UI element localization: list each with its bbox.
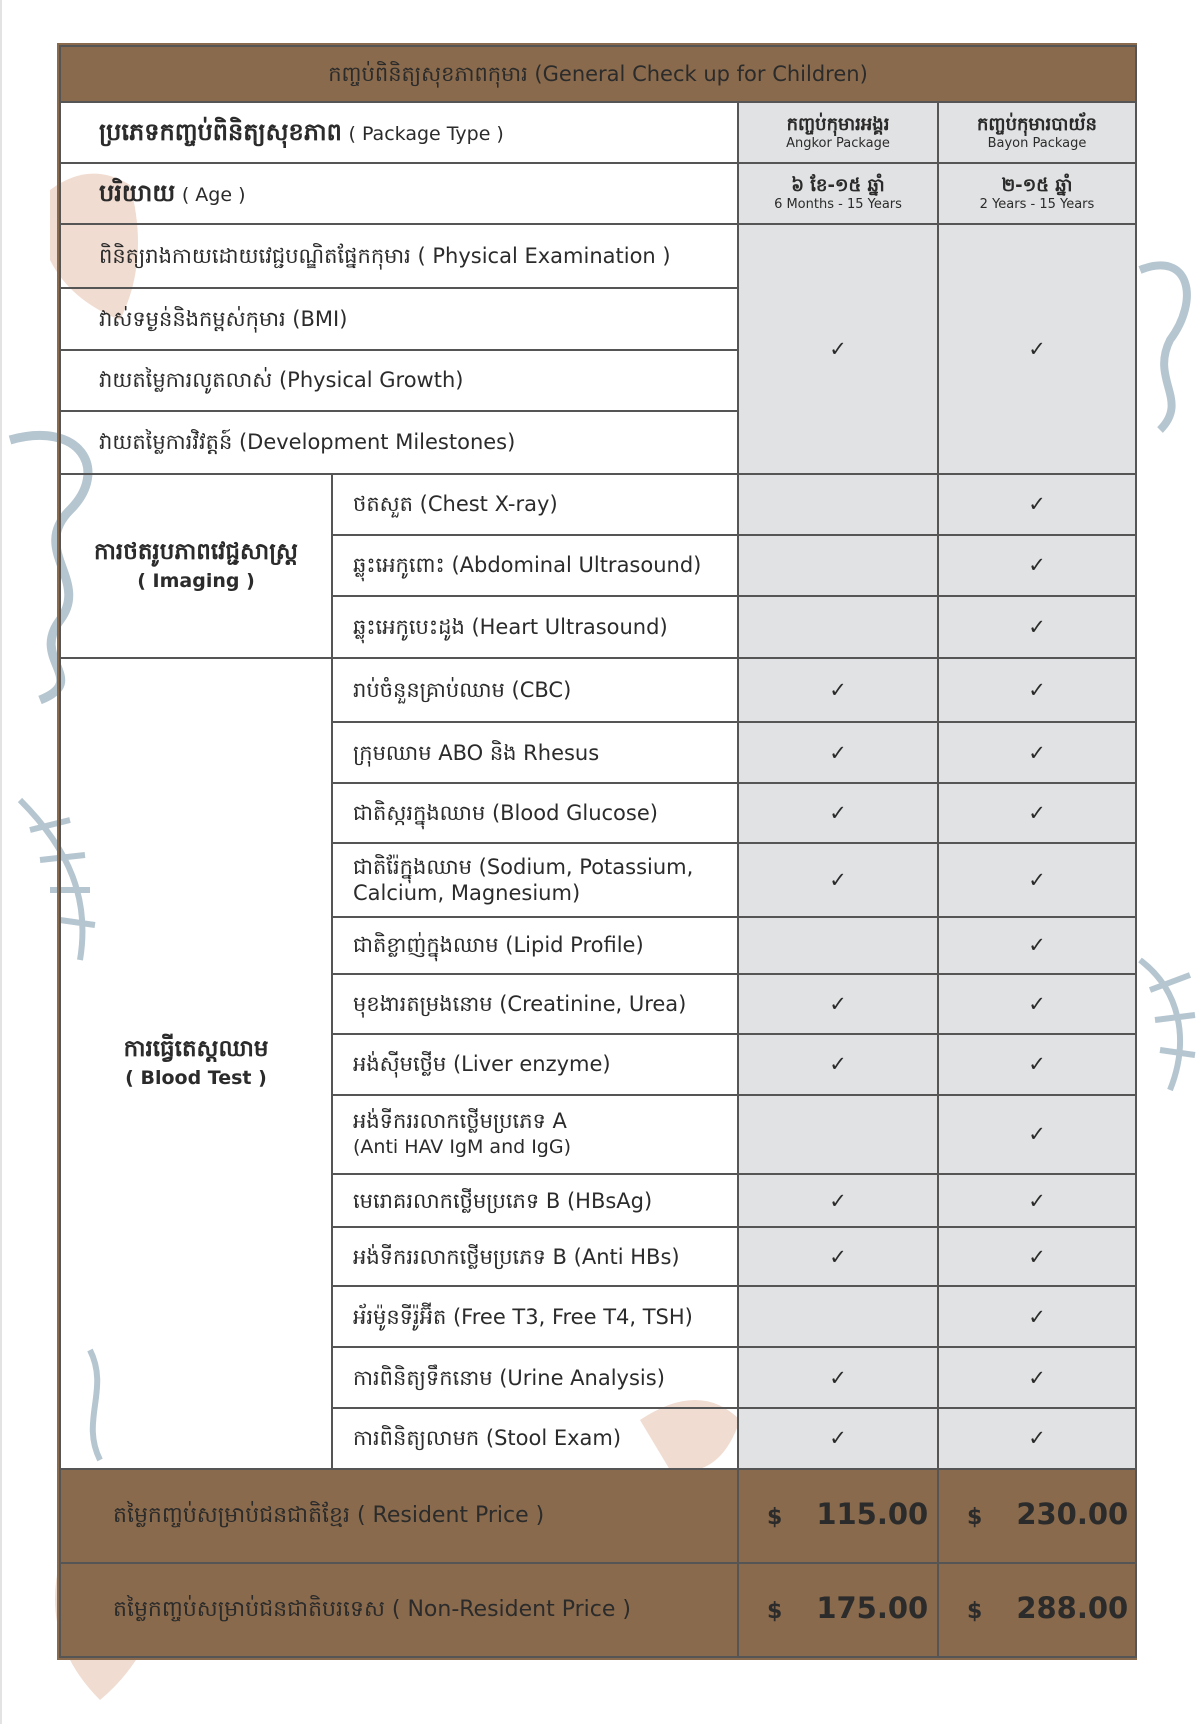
title-row (60, 46, 1136, 102)
imaging-item: ឆ្លុះអេកូពោះ (Abdominal Ultrasound) (332, 535, 738, 596)
check-bayon: ✓ (938, 1408, 1136, 1468)
check-bayon: ✓ (938, 1095, 1136, 1174)
check-angkor (738, 535, 938, 596)
check-angkor (738, 1095, 938, 1174)
angkor-name-kh: កញ្ចប់កុមារអង្គរ (786, 113, 890, 135)
price-row-resident (60, 1469, 1136, 1563)
physical-check-bayon: ✓ (938, 224, 1136, 473)
check-bayon: ✓ (938, 843, 1136, 916)
physical-item: ពិនិត្យរាងកាយដោយវេជ្ជបណ្ឌិតផ្នែកកុមារ ( Physical Examination ) (60, 224, 738, 288)
bayon-package-header (938, 102, 1136, 163)
price-value: 230.00 (1016, 1496, 1129, 1531)
blood-item: ជាតិស្ករក្នុងឈាម (Blood Glucose) (332, 783, 738, 843)
check-angkor: ✓ (738, 1227, 938, 1286)
bayon-name-kh: កញ្ចប់កុមារបាយ័ន (977, 113, 1097, 135)
resident-price-angkor (738, 1469, 938, 1563)
check-angkor: ✓ (738, 974, 938, 1034)
fern-right (1140, 960, 1195, 1090)
price-value: 175.00 (816, 1590, 929, 1625)
check-angkor: ✓ (738, 658, 938, 722)
angkor-age (738, 163, 938, 224)
resident-price-label: តម្លៃកញ្ចប់សម្រាប់ជនជាតិខ្មែរ ( Resident Price ) (60, 1469, 738, 1563)
angkor-name-en: Angkor Package (786, 135, 890, 151)
check-bayon: ✓ (938, 917, 1136, 974)
age-label: បរិយាយ (99, 178, 176, 207)
blood-item-line2: (Anti HAV IgM and IgG) (353, 1136, 572, 1159)
physical-check-angkor: ✓ (738, 224, 938, 473)
check-bayon: ✓ (938, 474, 1136, 535)
blood-item: ការពិនិត្យលាមក (Stool Exam) (332, 1408, 738, 1468)
blood-item: មុខងារតម្រងនោម (Creatinine, Urea) (332, 974, 738, 1034)
blood-item: ក្រុមឈាម ABO និង Rhesus (332, 722, 738, 783)
blood-group-en: ( Blood Test ) (125, 1067, 267, 1090)
check-angkor (738, 1286, 938, 1347)
blood-item: ជាតិខ្លាញ់ក្នុងឈាម (Lipid Profile) (332, 917, 738, 974)
bayon-age (938, 163, 1136, 224)
check-bayon: ✓ (938, 658, 1136, 722)
package-sheet (57, 43, 1137, 1660)
bayon-name-en: Bayon Package (987, 135, 1087, 151)
check-angkor: ✓ (738, 722, 938, 783)
check-bayon: ✓ (938, 722, 1136, 783)
package-type-en: ( Package Type ) (348, 122, 504, 145)
check-angkor (738, 917, 938, 974)
imaging-item: ឆ្លុះអេកូបេះដូង (Heart Ultrasound) (332, 596, 738, 658)
check-angkor: ✓ (738, 1347, 938, 1408)
blood-item-two-line (332, 1095, 738, 1174)
check-bayon: ✓ (938, 535, 1136, 596)
check-angkor: ✓ (738, 843, 938, 916)
price-value: 288.00 (1016, 1590, 1129, 1625)
physical-item: វាយតម្លៃការវិវត្តន៍ (Development Milestones) (60, 411, 738, 474)
table-title: កញ្ចប់ពិនិត្យសុខភាពកុមារ (General Check up for Children) (60, 46, 1136, 102)
age-en: ( Age ) (181, 183, 246, 206)
price-row-non-resident (60, 1563, 1136, 1657)
package-type-label-cell (60, 102, 738, 163)
blood-item: មេរោគរលាកថ្លើមប្រភេទ B (HBsAg) (332, 1174, 738, 1227)
check-bayon: ✓ (938, 974, 1136, 1034)
angkor-age-kh: ៦ ខែ-១៥ ឆ្នាំ (791, 174, 885, 196)
age-row (60, 163, 1136, 224)
non-resident-price-bayon (938, 1563, 1136, 1657)
imaging-row (60, 474, 1136, 535)
check-bayon: ✓ (938, 1174, 1136, 1227)
physical-row (60, 224, 1136, 288)
package-type-row (60, 102, 1136, 163)
blood-group-cell (60, 658, 332, 1468)
check-bayon: ✓ (938, 1286, 1136, 1347)
angkor-age-en: 6 Months - 15 Years (774, 196, 902, 212)
check-bayon: ✓ (938, 596, 1136, 658)
check-angkor (738, 474, 938, 535)
check-angkor (738, 596, 938, 658)
check-bayon: ✓ (938, 1347, 1136, 1408)
blood-item: ការពិនិត្យទឹកនោម (Urine Analysis) (332, 1347, 738, 1408)
physical-item: វាយតម្លៃការលូតលាស់ (Physical Growth) (60, 350, 738, 411)
blood-row (60, 658, 1136, 722)
blood-item: រាប់ចំនួនគ្រាប់ឈាម (CBC) (332, 658, 738, 722)
physical-item: វាស់ទម្ងន់និងកម្ពស់កុមារ (BMI) (60, 288, 738, 349)
non-resident-price-label: តម្លៃកញ្ចប់សម្រាប់ជនជាតិបរទេស ( Non-Resident Price ) (60, 1563, 738, 1657)
imaging-group-kh: ការថតរូបភាពវេជ្ជសាស្ត្រ (94, 538, 298, 565)
resident-price-bayon (938, 1469, 1136, 1563)
age-label-cell (60, 163, 738, 224)
imaging-item: ថតសួត (Chest X-ray) (332, 474, 738, 535)
check-angkor: ✓ (738, 1174, 938, 1227)
page-edge-line (0, 0, 2, 1724)
currency-symbol: $ (767, 1504, 783, 1530)
currency-symbol: $ (967, 1598, 983, 1624)
imaging-group-cell (60, 474, 332, 658)
imaging-group-en: ( Imaging ) (137, 569, 255, 592)
blood-item: អង់ស៊ីមថ្លើម (Liver enzyme) (332, 1034, 738, 1095)
blood-group-kh: ការធ្វើតេស្តឈាម (123, 1036, 269, 1063)
check-bayon: ✓ (938, 1227, 1136, 1286)
currency-symbol: $ (967, 1504, 983, 1530)
scribble-right (1140, 265, 1187, 430)
blood-item: អ័រម៉ូនទីរ៉ូអ៊ីត (Free T3, Free T4, TSH) (332, 1286, 738, 1347)
blood-item-line1: អង់ទីកររលាកថ្លើមប្រភេទ A (353, 1109, 567, 1134)
currency-symbol: $ (767, 1598, 783, 1624)
package-type-label: ប្រភេទកញ្ចប់ពិនិត្យសុខភាព (99, 117, 342, 146)
angkor-package-header (738, 102, 938, 163)
blood-item: ជាតិរ៉ែក្នុងឈាម (Sodium, Potassium, Calcium, Magnesium) (332, 843, 738, 916)
price-value: 115.00 (816, 1496, 929, 1531)
blood-item: អង់ទីកររលាកថ្លើមប្រភេទ B (Anti HBs) (332, 1227, 738, 1286)
bayon-age-kh: ២-១៥ ឆ្នាំ (1001, 174, 1073, 196)
check-angkor: ✓ (738, 1034, 938, 1095)
check-angkor: ✓ (738, 783, 938, 843)
check-bayon: ✓ (938, 783, 1136, 843)
bayon-age-en: 2 Years - 15 Years (979, 196, 1095, 212)
non-resident-price-angkor (738, 1563, 938, 1657)
check-angkor: ✓ (738, 1408, 938, 1468)
check-bayon: ✓ (938, 1034, 1136, 1095)
package-table (59, 45, 1137, 1658)
